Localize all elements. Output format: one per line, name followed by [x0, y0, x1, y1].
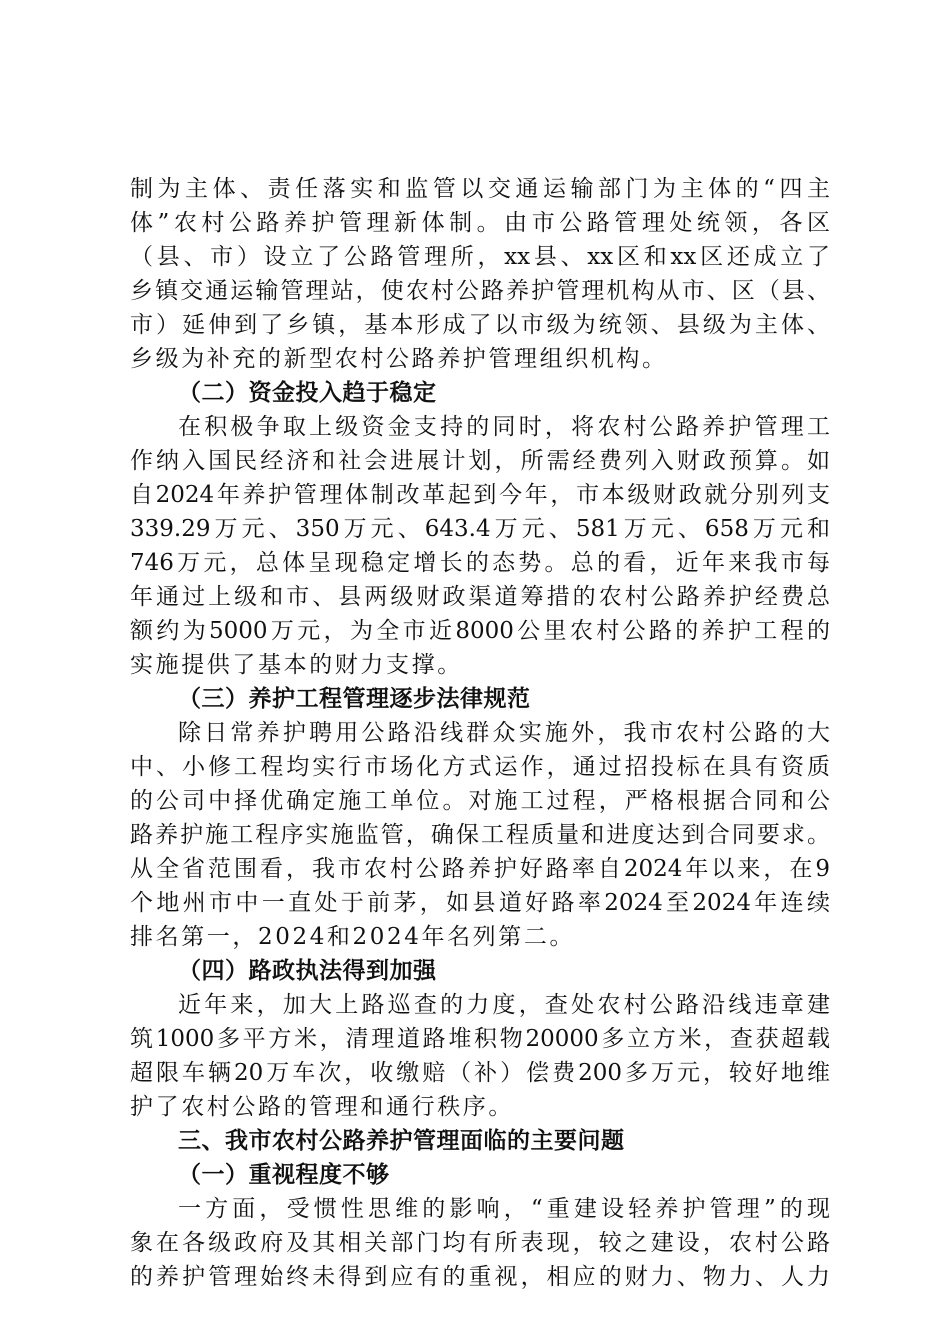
- document-body: [130, 172, 830, 1294]
- paragraph-line: 339.29万元、350万元、643.4万元、581万元、658万元和: [130, 516, 830, 542]
- section-heading: 三、我市农村公路养护管理面临的主要问题: [178, 1128, 625, 1154]
- paragraph-line: 作纳入国民经济和社会进展计划，所需经费列入财政预算。如: [130, 448, 830, 474]
- paragraph-line: 护了农村公路的管理和通行秩序。: [130, 1094, 514, 1120]
- paragraph-line: 实施提供了基本的财力支撑。: [130, 652, 463, 678]
- paragraph-line: 体”农村公路养护管理新体制。由市公路管理处统领，各区: [130, 210, 830, 236]
- section-heading: （三）养护工程管理逐步法律规范: [178, 686, 531, 712]
- paragraph-line: 的公司中择优确定施工单位。对施工过程，严格根据合同和公: [130, 788, 830, 814]
- paragraph-line: 中、小修工程均实行市场化方式运作，通过招投标在具有资质: [130, 754, 830, 780]
- paragraph-line: 个地州市中一直处于前茅，如县道好路率2024至2024年连续: [130, 890, 830, 916]
- paragraph-line: 额约为5000万元，为全市近8000公里农村公路的养护工程的: [130, 618, 830, 644]
- paragraph-first-line: 近年来，加大上路巡查的力度，查处农村公路沿线违章建: [178, 992, 830, 1018]
- paragraph-line: 排名第一，2024和2024年名列第二。: [130, 924, 576, 950]
- paragraph-line: 筑1000多平方米，清理道路堆积物20000多立方米，查获超载: [130, 1026, 830, 1052]
- paragraph-line: 746万元，总体呈现稳定增长的态势。总的看，近年来我市每: [130, 550, 830, 576]
- paragraph-line: （县、市）设立了公路管理所，xx县、xx区和xx区还成立了: [130, 244, 830, 270]
- paragraph-line: 从全省范围看，我市农村公路养护好路率自2024年以来，在9: [130, 856, 830, 882]
- paragraph-line: 制为主体、责任落实和监管以交通运输部门为主体的“四主: [130, 176, 830, 202]
- paragraph-line: 超限车辆20万车次，收缴赔（补）偿费200多万元，较好地维: [130, 1060, 830, 1086]
- paragraph-first-line: 一方面，受惯性思维的影响，“重建设轻养护管理”的现: [178, 1196, 830, 1222]
- paragraph-line: 象在各级政府及其相关部门均有所表现，较之建设，农村公路: [130, 1230, 830, 1256]
- section-heading: （一）重视程度不够: [178, 1162, 390, 1188]
- paragraph-line: 路养护施工程序实施监管，确保工程质量和进度达到合同要求。: [130, 822, 830, 848]
- paragraph-first-line: 除日常养护聘用公路沿线群众实施外，我市农村公路的大: [178, 720, 830, 746]
- paragraph-line: 的养护管理始终未得到应有的重视，相应的财力、物力、人力: [130, 1264, 830, 1290]
- section-heading: （二）资金投入趋于稳定: [178, 380, 437, 406]
- paragraph-line: 市）延伸到了乡镇，基本形成了以市级为统领、县级为主体、: [130, 312, 830, 338]
- paragraph-line: 年通过上级和市、县两级财政渠道筹措的农村公路养护经费总: [130, 584, 830, 610]
- paragraph-line: 乡镇交通运输管理站，使农村公路养护管理机构从市、区（县、: [130, 278, 830, 304]
- paragraph-first-line: 在积极争取上级资金支持的同时，将农村公路养护管理工: [178, 414, 830, 440]
- paragraph-line: 乡级为补充的新型农村公路养护管理组织机构。: [130, 346, 668, 372]
- paragraph-line: 自2024年养护管理体制改革起到今年，市本级财政就分别列支: [130, 482, 830, 508]
- section-heading: （四）路政执法得到加强: [178, 958, 437, 984]
